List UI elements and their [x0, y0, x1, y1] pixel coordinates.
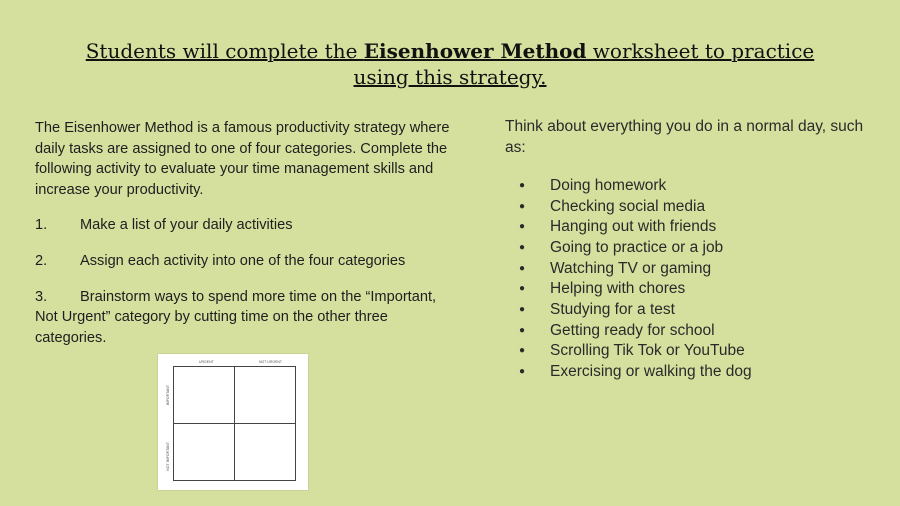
bullet-icon: ● — [519, 179, 526, 191]
bullet-icon: ● — [519, 262, 526, 274]
quadrant-not-urgent-not-important — [234, 423, 296, 481]
activities-panel — [505, 116, 875, 382]
step-text: Assign each activity into one of the four categories — [80, 252, 406, 269]
quadrant-urgent-important — [173, 366, 235, 424]
step-1 — [35, 215, 455, 236]
bullet-icon: ● — [519, 200, 526, 212]
bullet-icon: ● — [519, 324, 526, 336]
activities-list — [505, 175, 875, 382]
step-number: 1. — [35, 217, 48, 234]
intro-text: The Eisenhower Method is a famous productivity strategy where daily tasks are assigned to one of four categories. Complete the following activity to evaluate your time management skills and increase your productivity. — [35, 120, 450, 198]
row-header-not-important: NOT IMPORTANT — [166, 442, 170, 471]
list-item: ● Going to practice or a job — [505, 237, 875, 258]
step-number: 3. — [35, 288, 48, 305]
list-item: ● Studying for a test — [505, 299, 875, 320]
step-text: Make a list of your daily activities — [80, 217, 293, 234]
col-header-not-urgent: NOT URGENT — [259, 360, 283, 364]
bullet-icon: ● — [519, 283, 526, 295]
worksheet-grid — [166, 360, 301, 484]
list-item: ● Exercising or walking the dog — [505, 361, 875, 382]
list-item: ● Watching TV or gaming — [505, 258, 875, 279]
step-2 — [35, 251, 455, 272]
list-item: ● Scrolling Tik Tok or YouTube — [505, 341, 875, 362]
list-item: ● Checking social media — [505, 196, 875, 217]
title-prefix: Students will complete the — [85, 39, 364, 63]
bullet-icon: ● — [519, 221, 526, 233]
bullet-icon: ● — [519, 303, 526, 315]
col-header-urgent: URGENT — [199, 360, 214, 364]
instructions — [35, 118, 455, 348]
step-3 — [35, 287, 455, 349]
row-header-important: IMPORTANT — [166, 385, 170, 406]
quadrant-not-urgent-important — [234, 366, 296, 424]
step-text: Brainstorm ways to spend more time on the “Important, Not Urgent” category by cutting time on the other three categories. — [35, 288, 437, 346]
list-item: ● Helping with chores — [505, 278, 875, 299]
eisenhower-worksheet-image — [158, 354, 308, 490]
list-item: ● Getting ready for school — [505, 320, 875, 341]
think-text: Think about everything you do in a normal day, such as: — [505, 118, 864, 156]
title-bold: Eisenhower Method — [363, 39, 587, 63]
step-number: 2. — [35, 252, 48, 269]
title-suffix: worksheet to practice using this strategy. — [353, 39, 815, 89]
bullet-icon: ● — [519, 241, 526, 253]
quadrant-urgent-not-important — [173, 423, 235, 481]
bullet-icon: ● — [519, 366, 526, 378]
list-item: ● Doing homework — [505, 175, 875, 196]
slide-title — [70, 38, 830, 90]
bullet-icon: ● — [519, 345, 526, 357]
list-item: ● Hanging out with friends — [505, 216, 875, 237]
